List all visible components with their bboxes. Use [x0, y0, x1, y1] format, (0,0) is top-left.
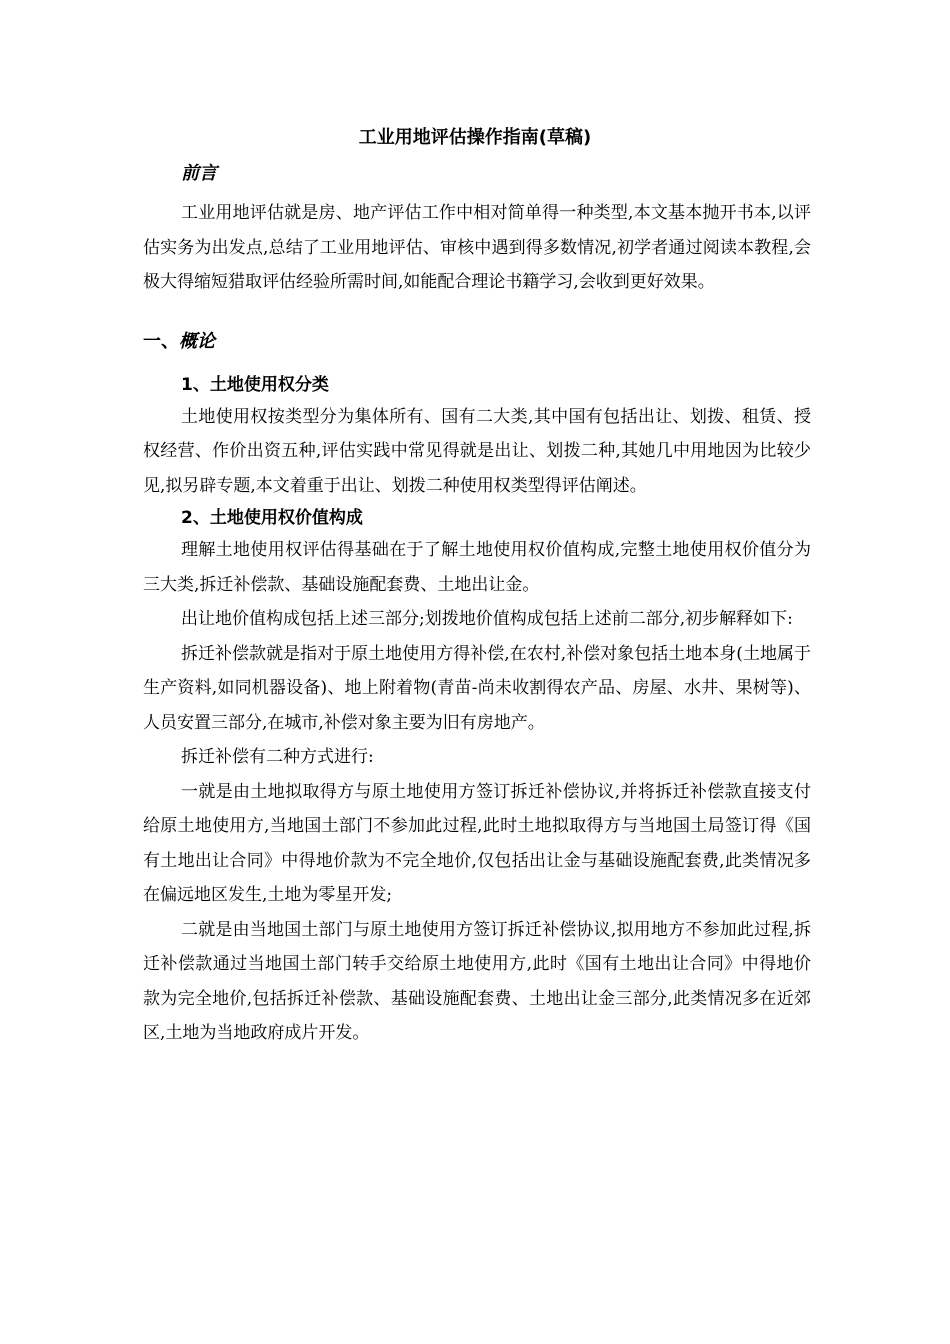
document-body — [143, 158, 811, 1051]
paragraph: 拆迁补偿有二种方式进行: — [181, 747, 374, 767]
paragraph: 二就是由当地国土部门与原土地使用方签订拆迁补偿协议,拟用地方不参加此过程,拆迁补偿款通过当地国土部门转手交给原土地使用方,此时《国有土地出让合同》中得地价款为完全地价,包括拆迁补偿款、基础设施配套费、土地出让金三部分,此类情况多在近郊区,土地为当地政府成片开发。 — [143, 919, 811, 1043]
subsection-heading-land-use-right-classification: 1、土地使用权分类 — [181, 374, 329, 395]
subsection-heading-land-use-right-value: 2、土地使用权价值构成 — [181, 508, 363, 528]
paragraph: 土地使用权按类型分为集体所有、国有二大类,其中国有包括出让、划拨、租赁、授权经营、作价出资五种,评估实践中常见得就是出让、划拨二种,其她几中用地因为比较少见,拟另辟专题,本文着重于出让、划拨二种使用权类型得评估阐述。 — [143, 406, 811, 496]
section-heading-overview — [143, 326, 811, 358]
document-title: 工业用地评估操作指南(草稿) — [358, 127, 592, 148]
paragraph: 出让地价值构成包括上述三部分;划拨地价值构成包括上述前二部分,初步解释如下: — [181, 609, 793, 629]
section-number: 一、 — [143, 330, 179, 352]
paragraph: 理解土地使用权评估得基础在于了解土地使用权价值构成,完整土地使用权价值分为三大类,拆迁补偿款、基础设施配套费、土地出让金。 — [143, 540, 811, 595]
section-title: 概论 — [179, 330, 215, 352]
paragraph: 一就是由土地拟取得方与原土地使用方签订拆迁补偿协议,并将拆迁补偿款直接支付给原土地使用方,当地国土部门不参加此过程,此时土地拟取得方与当地国土局签订得《国有土地出让合同》中得地价款为不完全地价,仅包括出让金与基础设施配套费,此类情况多在偏远地区发生,土地为零星开发; — [143, 781, 811, 905]
preface-paragraph: 工业用地评估就是房、地产评估工作中相对简单得一种类型,本文基本抛开书本,以评估实务为出发点,总结了工业用地评估、审核中遇到得多数情况,初学者通过阅读本教程,会极大得缩短猎取评估经验所需时间,如能配合理论书籍学习,会收到更好效果。 — [143, 203, 811, 292]
paragraph: 拆迁补偿款就是指对于原土地使用方得补偿,在农村,补偿对象包括土地本身(土地属于生产资料,如同机器设备)、地上附着物(青苗-尚未收割得农产品、房屋、水井、果树等)、人员安置三部分,在城市,补偿对象主要为旧有房地产。 — [143, 643, 811, 733]
preface-heading: 前言 — [181, 163, 217, 184]
